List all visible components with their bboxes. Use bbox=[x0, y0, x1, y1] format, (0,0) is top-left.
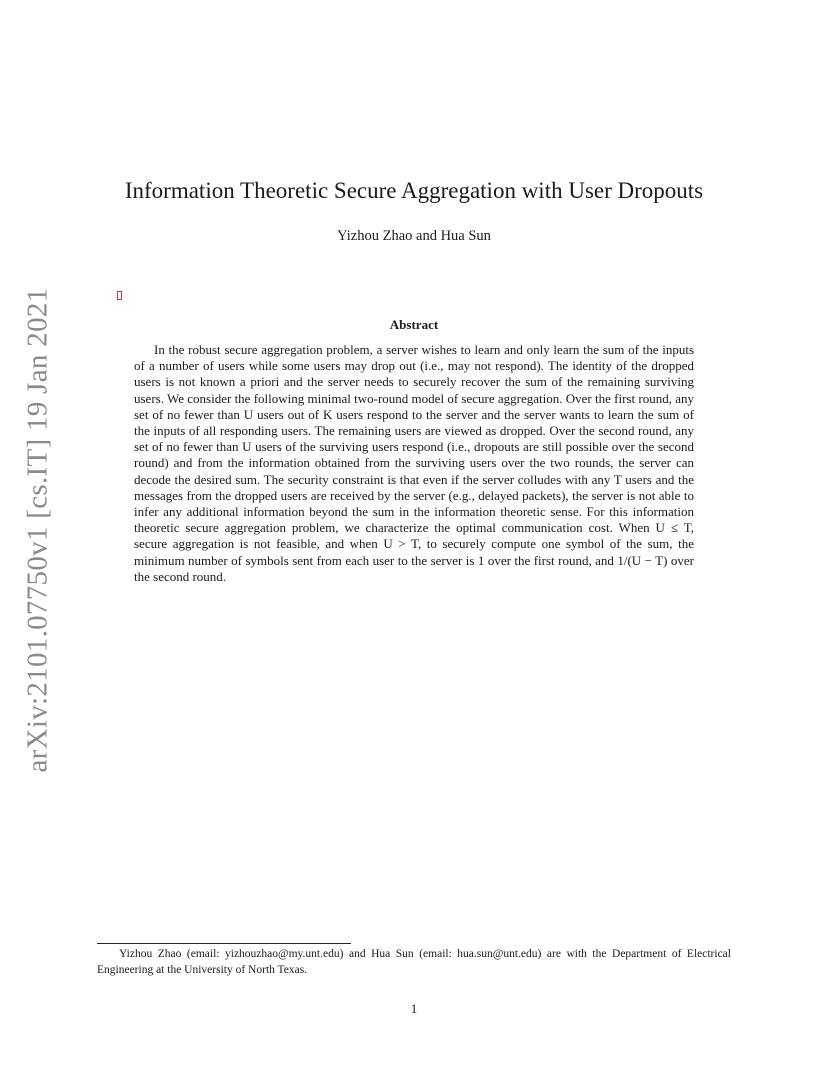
red-annotation-mark bbox=[117, 291, 122, 300]
paper-authors: Yizhou Zhao and Hua Sun bbox=[337, 228, 491, 244]
abstract-body: In the robust secure aggregation problem, a server wishes to learn and only learn the sum of the inputs of a number of users while some users may drop out (i.e., may not respond). The identity of the dropped users is not known a priori and the server needs to securely recover the sum of the remaining surviving users. We consider the following minimal two-round model of secure aggregation. Over the first round, any set of no fewer than U users out of K users respond to the server and the server wants to learn the sum of the inputs of all responding users. The remaining users are viewed as dropped. Over the second round, any set of no fewer than U users of the surviving users respond (i.e., dropouts are still possible over the second round) and from the information obtained from the surviving users over the two rounds, the server can decode the desired sum. The security constraint is that even if the server colludes with any T users and the messages from the dropped users are received by the server (e.g., delayed packets), the server is not able to infer any additional information beyond the sum in the information theoretic sense. For this information theoretic secure aggregation problem, we characterize the optimal communication cost. When U ≤ T, secure aggregation is not feasible, and when U > T, to securely compute one symbol of the sum, the minimum number of symbols sent from each user to the server is 1 over the first round, and 1/(U − T) over the second round. bbox=[134, 342, 694, 584]
footnote-divider bbox=[97, 943, 351, 944]
arxiv-stamp: arXiv:2101.07750v1 [cs.IT] 19 Jan 2021 bbox=[21, 287, 54, 773]
paper-title: Information Theoretic Secure Aggregation with User Dropouts bbox=[124, 178, 704, 203]
abstract-heading: Abstract bbox=[389, 317, 439, 332]
footnote: Yizhou Zhao (email: yizhouzhao@my.unt.edu) and Hua Sun (email: hua.sun@unt.edu) are with the Department of Electrical Engineering at the University of North Texas. bbox=[97, 948, 731, 976]
page-number: 1 bbox=[410, 1001, 418, 1016]
